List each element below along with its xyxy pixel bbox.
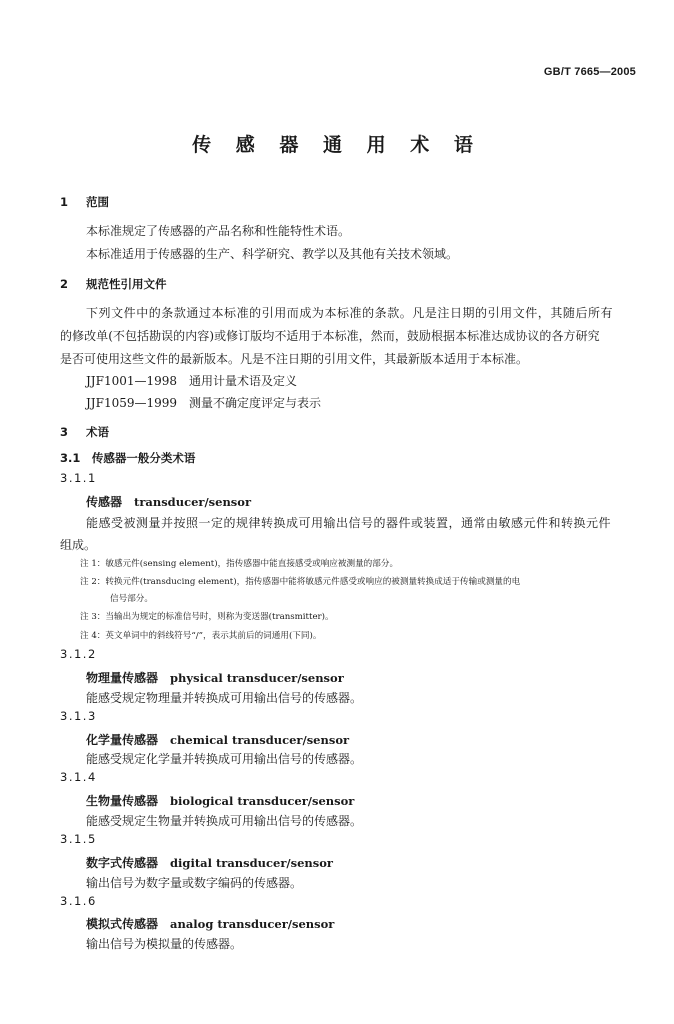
section-2-number: 2 xyxy=(60,277,69,291)
reference-jjf1001: JJF1001—1998 通用计量术语及定义 xyxy=(86,374,298,388)
term-3-1-2-header xyxy=(86,667,344,686)
section-3-title: 术语 xyxy=(86,425,109,439)
term-3-1-5-header xyxy=(86,852,333,871)
term-3-1-1-chinese: 传感器 xyxy=(86,495,123,509)
term-3-1-5-number: 3.1.5 xyxy=(60,832,97,846)
term-3-1-3-chinese: 化学量传感器 xyxy=(86,733,159,747)
term-3-1-2-number: 3.1.2 xyxy=(60,647,97,661)
term-3-1-1-note-3: 注 3：当输出为规定的标准信号时，则称为变送器(transmitter)。 xyxy=(80,612,334,622)
section-3-number: 3 xyxy=(60,425,69,439)
section-1-heading xyxy=(60,194,109,210)
section-3-heading xyxy=(60,424,109,440)
term-3-1-4-number: 3.1.4 xyxy=(60,770,97,784)
term-3-1-1-number: 3.1.1 xyxy=(60,471,97,485)
term-3-1-1-definition-line-2: 组成。 xyxy=(60,538,97,552)
section-2-title: 规范性引用文件 xyxy=(86,277,167,291)
term-3-1-1-english: transducer/sensor xyxy=(134,495,252,509)
term-3-1-3-header xyxy=(86,729,349,748)
term-3-1-2-english: physical transducer/sensor xyxy=(170,671,344,685)
reference-jjf1059: JJF1059—1999 测量不确定度评定与表示 xyxy=(86,396,322,410)
section-2-para-line-2: 的修改单(不包括勘误的内容)或修订版均不适用于本标准，然而，鼓励根据本标准达成协议的各方研究 xyxy=(60,329,600,343)
term-3-1-5-definition: 输出信号为数字量或数字编码的传感器。 xyxy=(86,876,303,890)
section-1-para-2: 本标准适用于传感器的生产、科学研究、教学以及其他有关技术领域。 xyxy=(86,247,459,261)
term-3-1-6-number: 3.1.6 xyxy=(60,894,97,908)
section-1-title: 范围 xyxy=(86,195,109,209)
section-2-heading xyxy=(60,276,167,292)
term-3-1-6-english: analog transducer/sensor xyxy=(170,917,335,931)
term-3-1-5-chinese: 数字式传感器 xyxy=(86,856,159,870)
section-2-para-line-1: 下列文件中的条款通过本标准的引用而成为本标准的条款。凡是注日期的引用文件，其随后所有 xyxy=(86,306,614,320)
subsection-3-1-heading: 3.1 传感器一般分类术语 xyxy=(60,451,196,465)
term-3-1-2-chinese: 物理量传感器 xyxy=(86,671,159,685)
term-3-1-6-header xyxy=(86,913,334,932)
term-3-1-2-definition: 能感受规定物理量并转换成可用输出信号的传感器。 xyxy=(86,691,363,705)
term-3-1-6-chinese: 模拟式传感器 xyxy=(86,917,159,931)
term-3-1-3-english: chemical transducer/sensor xyxy=(170,733,350,747)
term-3-1-1-definition-line-1: 能感受被测量并按照一定的规律转换成可用输出信号的器件或装置，通常由敏感元件和转换元件 xyxy=(86,516,612,530)
term-3-1-4-definition: 能感受规定生物量并转换成可用输出信号的传感器。 xyxy=(86,814,363,828)
term-3-1-1-note-2: 注 2：转换元件(transducing element)，指传感器中能将敏感元件感受或响应的被测量转换成适于传输或测量的电 xyxy=(80,577,521,587)
term-3-1-4-chinese: 生物量传感器 xyxy=(86,794,159,808)
term-3-1-1-note-2-cont: 信号部分。 xyxy=(110,594,153,604)
term-3-1-5-english: digital transducer/sensor xyxy=(170,856,333,870)
section-1-para-1: 本标准规定了传感器的产品名称和性能特性术语。 xyxy=(86,224,351,238)
term-3-1-3-definition: 能感受规定化学量并转换成可用输出信号的传感器。 xyxy=(86,752,363,766)
document-title: 传 感 器 通 用 术 语 xyxy=(192,134,482,156)
term-3-1-1-note-4: 注 4：英文单词中的斜线符号“/”，表示其前后的词通用(下同)。 xyxy=(80,631,322,641)
section-2-para-line-3: 是否可使用这些文件的最新版本。凡是不注日期的引用文件，其最新版本适用于本标准。 xyxy=(60,352,529,366)
section-1-number: 1 xyxy=(60,195,69,209)
term-3-1-1-header xyxy=(86,491,251,510)
term-3-1-1-note-1: 注 1：敏感元件(sensing element)，指传感器中能直接感受或响应被测量的部分。 xyxy=(80,559,399,569)
term-3-1-4-english: biological transducer/sensor xyxy=(170,794,355,808)
term-3-1-3-number: 3.1.3 xyxy=(60,709,97,723)
term-3-1-4-header xyxy=(86,790,354,809)
term-3-1-6-definition: 输出信号为模拟量的传感器。 xyxy=(86,937,243,951)
standard-code: GB/T 7665—2005 xyxy=(543,66,636,78)
